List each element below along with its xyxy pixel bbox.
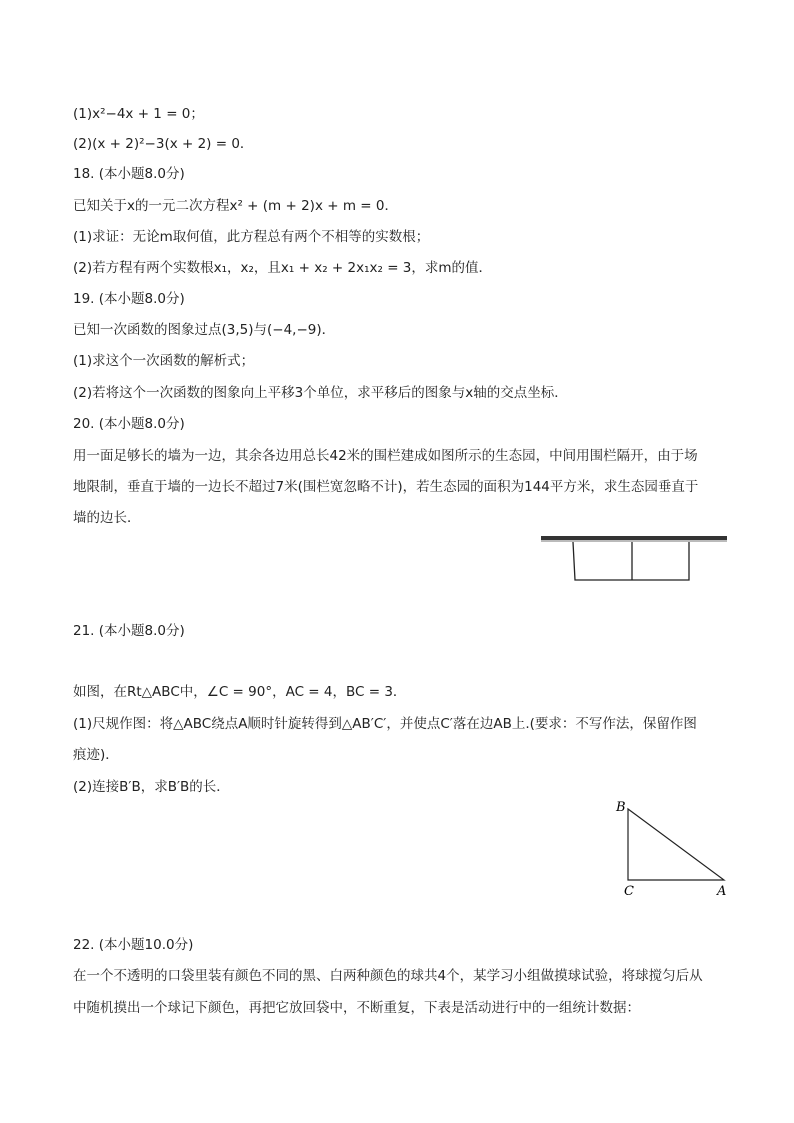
q21-header: 21. (本小题8.0分): [73, 623, 185, 639]
q21-part2: (2)连接B′B，求B′B的长．: [73, 779, 230, 795]
q20-line3: 墙的边长．: [73, 510, 141, 526]
q22-line1: 在一个不透明的口袋里装有颜色不同的黑、白两种颜色的球共4个，某学习小组做摸球试验，将球搅匀后从: [73, 968, 703, 984]
q22-line2: 中随机摸出一个球记下颜色，再把它放回袋中，不断重复，下表是活动进行中的一组统计数据：: [73, 1000, 640, 1016]
q18-part1: (1)求证：无论m取何值，此方程总有两个不相等的实数根；: [73, 229, 430, 245]
q21-part1-line2: 痕迹)．: [73, 747, 119, 763]
label-a: A: [717, 884, 727, 898]
q18-part2: (2)若方程有两个实数根x₁，x₂，且x₁ + x₂ + 2x₁x₂ = 3，求m的值．: [73, 260, 493, 276]
triangle-abc: [628, 809, 724, 880]
label-c: C: [624, 884, 634, 898]
q21-stem: 如图，在Rt△ABC中，∠C = 90°，AC = 4，BC = 3．: [73, 684, 407, 700]
q17-part1: (1)x²−4x + 1 = 0；: [73, 106, 204, 122]
fence: [573, 542, 689, 580]
q20-line1: 用一面足够长的墙为一边，其余各边用总长42米的围栏建成如图所示的生态园，中间用围栏隔开，由于场: [73, 448, 698, 464]
q17-part2: (2)(x + 2)²−3(x + 2) = 0．: [73, 136, 254, 152]
garden-figure: [538, 530, 730, 586]
q18-stem: 已知关于x的一元二次方程x² + (m + 2)x + m = 0．: [73, 198, 398, 214]
q22-header: 22. (本小题10.0分): [73, 937, 194, 953]
q20-line2: 地限制，垂直于墙的一边长不超过7米(围栏宽忽略不计)，若生态园的面积为144平方米，求生态园垂直于: [73, 479, 699, 495]
label-b: B: [616, 800, 626, 815]
q19-part1: (1)求这个一次函数的解析式；: [73, 353, 255, 369]
q18-header: 18. (本小题8.0分): [73, 166, 185, 182]
q19-stem: 已知一次函数的图象过点(3,5)与(−4,−9)．: [73, 322, 336, 338]
q20-header: 20. (本小题8.0分): [73, 416, 185, 432]
q21-part1-line1: (1)尺规作图：将△ABC绕点A顺时针旋转得到△AB′C′，并使点C′落在边AB上.(要求：不写作法，保留作图: [73, 716, 697, 732]
q19-header: 19. (本小题8.0分): [73, 291, 185, 307]
triangle-figure: [608, 796, 736, 898]
q19-part2: (2)若将这个一次函数的图象向上平移3个单位，求平移后的图象与x轴的交点坐标．: [73, 385, 568, 401]
